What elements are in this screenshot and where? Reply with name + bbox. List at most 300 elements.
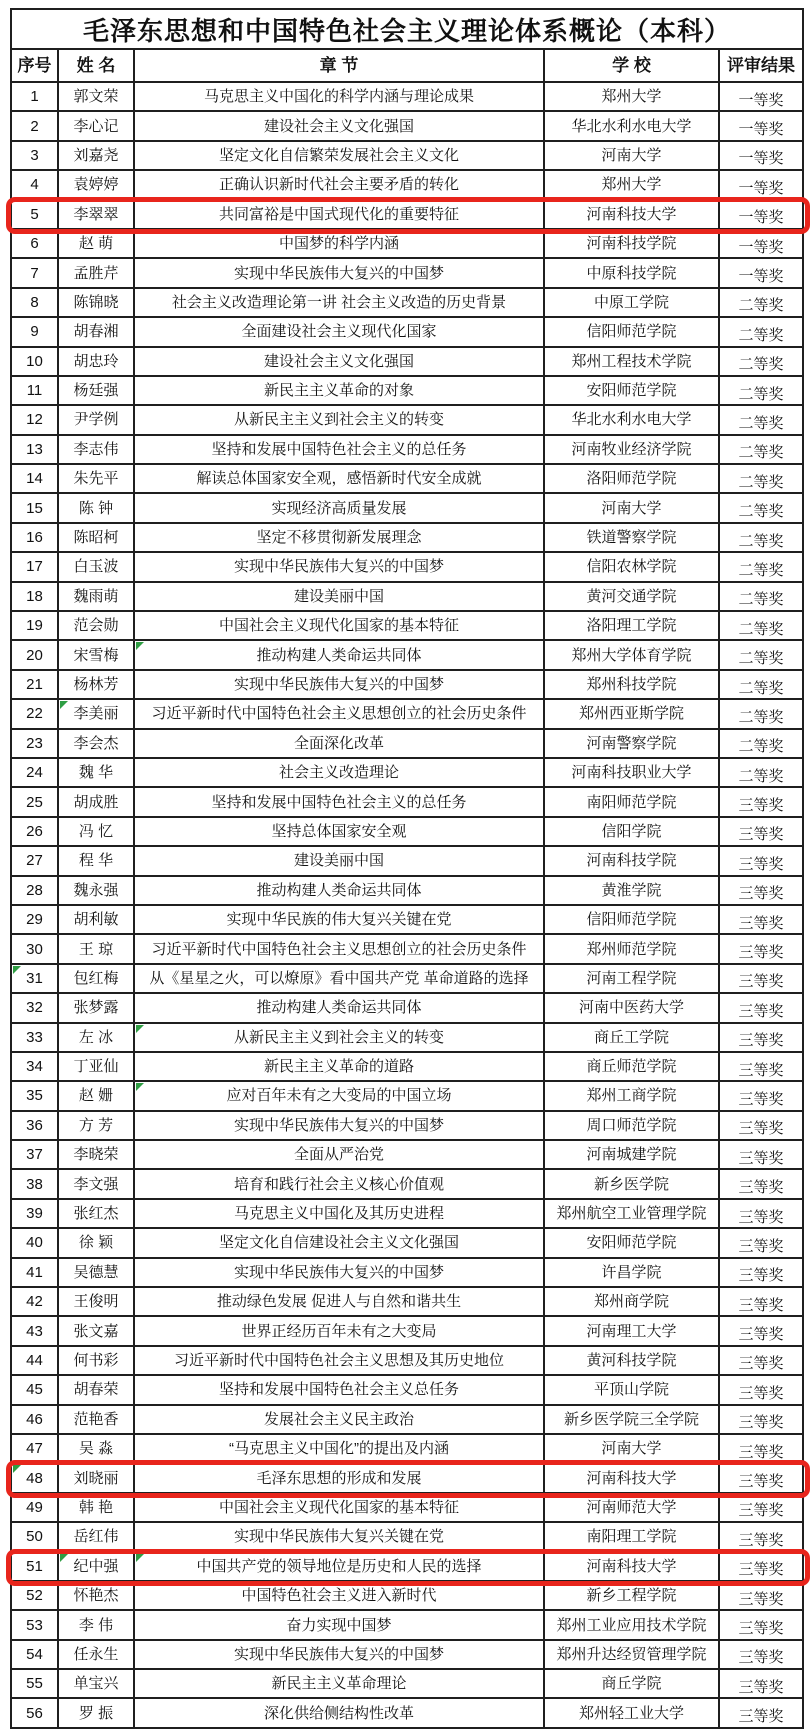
table-row	[12, 994, 804, 1023]
cell-name: 杨林芳	[59, 671, 135, 700]
cell-chapter: 推动绿色发展 促进人与自然和谐共生	[135, 1288, 545, 1317]
cell-award: 三等奖	[720, 1024, 804, 1053]
table-row	[12, 1641, 804, 1670]
cell-no: 22	[12, 700, 59, 729]
cell-award: 一等奖	[720, 171, 804, 200]
cell-name: 韩 艳	[59, 1494, 135, 1523]
cell-name: 纪中强	[59, 1553, 135, 1582]
cell-school: 河南科技学院	[545, 230, 720, 259]
cell-award: 二等奖	[720, 583, 804, 612]
cell-name: 郭文荣	[59, 83, 135, 112]
cell-school: 郑州科技学院	[545, 671, 720, 700]
cell-chapter: 坚持总体国家安全观	[135, 818, 545, 847]
table-row	[12, 671, 804, 700]
cell-name: 赵 萌	[59, 230, 135, 259]
table-row	[12, 1024, 804, 1053]
cell-school: 河南大学	[545, 142, 720, 171]
cell-no: 50	[12, 1523, 59, 1552]
cell-award: 三等奖	[720, 1347, 804, 1376]
comment-marker-icon	[13, 1465, 21, 1473]
cell-no: 38	[12, 1170, 59, 1199]
cell-no: 2	[12, 112, 59, 141]
table-header-row	[12, 50, 804, 83]
table-row	[12, 612, 804, 641]
table-row	[12, 1670, 804, 1699]
table-row	[12, 1553, 804, 1582]
cell-name: 方 芳	[59, 1112, 135, 1141]
table-row	[12, 965, 804, 994]
cell-award: 三等奖	[720, 1699, 804, 1728]
cell-name: 刘晓丽	[59, 1464, 135, 1493]
cell-school: 信阳师范学院	[545, 906, 720, 935]
cell-chapter: 习近平新时代中国特色社会主义思想创立的社会历史条件	[135, 700, 545, 729]
cell-no: 23	[12, 730, 59, 759]
cell-no: 52	[12, 1582, 59, 1611]
cell-award: 二等奖	[720, 524, 804, 553]
cell-award: 一等奖	[720, 230, 804, 259]
cell-no: 34	[12, 1053, 59, 1082]
cell-award: 二等奖	[720, 612, 804, 641]
table-row	[12, 436, 804, 465]
cell-no: 9	[12, 318, 59, 347]
cell-name: 李心记	[59, 112, 135, 141]
cell-school: 商丘工学院	[545, 1024, 720, 1053]
cell-no: 49	[12, 1494, 59, 1523]
cell-chapter: 建设美丽中国	[135, 847, 545, 876]
cell-name: 李晓荣	[59, 1141, 135, 1170]
cell-chapter: 毛泽东思想的形成和发展	[135, 1464, 545, 1493]
cell-no: 37	[12, 1141, 59, 1170]
header-chapter: 章 节	[135, 50, 545, 83]
cell-school: 新乡医学院三全学院	[545, 1406, 720, 1435]
cell-award: 一等奖	[720, 83, 804, 112]
cell-name: 李志伟	[59, 436, 135, 465]
cell-award: 二等奖	[720, 406, 804, 435]
cell-name: 朱先平	[59, 465, 135, 494]
cell-name: 王俊明	[59, 1288, 135, 1317]
table-row	[12, 83, 804, 112]
cell-award: 三等奖	[720, 1170, 804, 1199]
cell-chapter: 推动构建人类命运共同体	[135, 641, 545, 670]
cell-no: 28	[12, 877, 59, 906]
table-row	[12, 494, 804, 523]
cell-chapter: 世界正经历百年未有之大变局	[135, 1317, 545, 1346]
cell-award: 一等奖	[720, 259, 804, 288]
table-row	[12, 700, 804, 729]
cell-name: 李文强	[59, 1170, 135, 1199]
cell-chapter: 培育和践行社会主义核心价值观	[135, 1170, 545, 1199]
table-row	[12, 1435, 804, 1464]
cell-name: 尹学例	[59, 406, 135, 435]
cell-school: 商丘学院	[545, 1670, 720, 1699]
cell-no: 24	[12, 759, 59, 788]
cell-award: 一等奖	[720, 201, 804, 230]
table-row	[12, 142, 804, 171]
cell-no: 7	[12, 259, 59, 288]
cell-chapter: 实现中华民族的伟大复兴关键在党	[135, 906, 545, 935]
cell-school: 洛阳理工学院	[545, 612, 720, 641]
cell-school: 黄河交通学院	[545, 583, 720, 612]
comment-marker-icon	[136, 642, 144, 650]
table-row	[12, 112, 804, 141]
cell-chapter: 深化供给侧结构性改革	[135, 1699, 545, 1728]
cell-chapter: 坚定文化自信建设社会主义文化强国	[135, 1229, 545, 1258]
cell-school: 郑州大学体育学院	[545, 641, 720, 670]
header-award: 评审结果	[720, 50, 804, 83]
table-row	[12, 1376, 804, 1405]
cell-award: 三等奖	[720, 818, 804, 847]
table-row	[12, 935, 804, 964]
cell-award: 一等奖	[720, 142, 804, 171]
cell-name: 任永生	[59, 1641, 135, 1670]
cell-school: 河南警察学院	[545, 730, 720, 759]
cell-award: 二等奖	[720, 348, 804, 377]
cell-no: 43	[12, 1317, 59, 1346]
cell-school: 中原科技学院	[545, 259, 720, 288]
cell-name: 袁婷婷	[59, 171, 135, 200]
cell-school: 郑州西亚斯学院	[545, 700, 720, 729]
cell-no: 42	[12, 1288, 59, 1317]
table-body	[12, 83, 804, 1729]
header-name: 姓 名	[59, 50, 135, 83]
cell-no: 55	[12, 1670, 59, 1699]
table-row	[12, 1494, 804, 1523]
cell-award: 三等奖	[720, 1494, 804, 1523]
cell-name: 胡春荣	[59, 1376, 135, 1405]
cell-no: 8	[12, 289, 59, 318]
cell-name: 陈 钟	[59, 494, 135, 523]
cell-school: 信阳师范学院	[545, 318, 720, 347]
cell-award: 二等奖	[720, 494, 804, 523]
cell-name: 怀艳杰	[59, 1582, 135, 1611]
cell-chapter: 应对百年未有之大变局的中国立场	[135, 1082, 545, 1111]
cell-chapter: 正确认识新时代社会主要矛盾的转化	[135, 171, 545, 200]
cell-name: 范艳香	[59, 1406, 135, 1435]
cell-name: 魏雨萌	[59, 583, 135, 612]
cell-school: 郑州航空工业管理学院	[545, 1200, 720, 1229]
table-row	[12, 553, 804, 582]
cell-name: 胡成胜	[59, 788, 135, 817]
cell-no: 13	[12, 436, 59, 465]
cell-name: 胡忠玲	[59, 348, 135, 377]
cell-award: 二等奖	[720, 730, 804, 759]
cell-school: 新乡医学院	[545, 1170, 720, 1199]
cell-name: 孟胜芹	[59, 259, 135, 288]
cell-award: 二等奖	[720, 553, 804, 582]
cell-award: 三等奖	[720, 1288, 804, 1317]
cell-school: 郑州师范学院	[545, 935, 720, 964]
cell-name: 丁亚仙	[59, 1053, 135, 1082]
cell-no: 5	[12, 201, 59, 230]
cell-chapter: 中国社会主义现代化国家的基本特征	[135, 612, 545, 641]
cell-no: 4	[12, 171, 59, 200]
cell-no: 16	[12, 524, 59, 553]
cell-chapter: 马克思主义中国化及其历史进程	[135, 1200, 545, 1229]
comment-marker-icon	[60, 1554, 68, 1562]
cell-school: 河南科技大学	[545, 201, 720, 230]
page-title: 毛泽东思想和中国特色社会主义理论体系概论（本科）	[12, 10, 804, 50]
cell-name: 李美丽	[59, 700, 135, 729]
cell-name: 李会杰	[59, 730, 135, 759]
cell-school: 许昌学院	[545, 1259, 720, 1288]
cell-no: 14	[12, 465, 59, 494]
cell-school: 河南中医药大学	[545, 994, 720, 1023]
cell-name: 程 华	[59, 847, 135, 876]
cell-award: 二等奖	[720, 289, 804, 318]
cell-chapter: 建设美丽中国	[135, 583, 545, 612]
cell-chapter: “马克思主义中国化”的提出及内涵	[135, 1435, 545, 1464]
cell-award: 三等奖	[720, 1082, 804, 1111]
table-row	[12, 171, 804, 200]
cell-no: 56	[12, 1699, 59, 1728]
cell-school: 河南城建学院	[545, 1141, 720, 1170]
cell-school: 新乡工程学院	[545, 1582, 720, 1611]
cell-no: 1	[12, 83, 59, 112]
cell-school: 南阳师范学院	[545, 788, 720, 817]
cell-name: 徐 颖	[59, 1229, 135, 1258]
table-row	[12, 1317, 804, 1346]
cell-school: 河南工程学院	[545, 965, 720, 994]
cell-no: 19	[12, 612, 59, 641]
cell-school: 河南大学	[545, 494, 720, 523]
cell-award: 三等奖	[720, 1523, 804, 1552]
cell-award: 三等奖	[720, 906, 804, 935]
cell-name: 胡春湘	[59, 318, 135, 347]
cell-award: 二等奖	[720, 465, 804, 494]
comment-marker-icon	[136, 1083, 144, 1091]
cell-school: 黄淮学院	[545, 877, 720, 906]
cell-name: 白玉波	[59, 553, 135, 582]
cell-chapter: 习近平新时代中国特色社会主义思想及其历史地位	[135, 1347, 545, 1376]
table-row	[12, 1112, 804, 1141]
table-row	[12, 1347, 804, 1376]
cell-name: 张梦露	[59, 994, 135, 1023]
cell-name: 李 伟	[59, 1611, 135, 1640]
table-row	[12, 1259, 804, 1288]
cell-no: 17	[12, 553, 59, 582]
cell-school: 郑州升达经贸管理学院	[545, 1641, 720, 1670]
cell-chapter: 新民主主义革命的道路	[135, 1053, 545, 1082]
cell-no: 6	[12, 230, 59, 259]
cell-award: 三等奖	[720, 1229, 804, 1258]
cell-name: 张红杰	[59, 1200, 135, 1229]
cell-no: 40	[12, 1229, 59, 1258]
cell-chapter: 马克思主义中国化的科学内涵与理论成果	[135, 83, 545, 112]
cell-award: 三等奖	[720, 1406, 804, 1435]
cell-school: 河南理工大学	[545, 1317, 720, 1346]
cell-no: 36	[12, 1112, 59, 1141]
cell-name: 魏 华	[59, 759, 135, 788]
table-row	[12, 259, 804, 288]
table-row	[12, 1464, 804, 1493]
cell-chapter: 实现经济高质量发展	[135, 494, 545, 523]
cell-chapter: 共同富裕是中国式现代化的重要特征	[135, 201, 545, 230]
cell-award: 一等奖	[720, 112, 804, 141]
cell-no: 26	[12, 818, 59, 847]
cell-chapter: 实现中华民族伟大复兴关键在党	[135, 1523, 545, 1552]
cell-name: 陈锦晓	[59, 289, 135, 318]
cell-chapter: 社会主义改造理论	[135, 759, 545, 788]
cell-chapter: 从《星星之火，可以燎原》看中国共产党 革命道路的选择	[135, 965, 545, 994]
cell-no: 48	[12, 1464, 59, 1493]
cell-no: 54	[12, 1641, 59, 1670]
cell-school: 河南科技大学	[545, 1464, 720, 1493]
cell-no: 44	[12, 1347, 59, 1376]
cell-chapter: 实现中华民族伟大复兴的中国梦	[135, 553, 545, 582]
cell-no: 12	[12, 406, 59, 435]
cell-school: 郑州大学	[545, 171, 720, 200]
table-row	[12, 730, 804, 759]
cell-no: 21	[12, 671, 59, 700]
cell-chapter: 全面从严治党	[135, 1141, 545, 1170]
cell-award: 三等奖	[720, 1670, 804, 1699]
cell-award: 三等奖	[720, 1611, 804, 1640]
table-row	[12, 524, 804, 553]
table-row	[12, 847, 804, 876]
table-row	[12, 1229, 804, 1258]
table-row	[12, 1582, 804, 1611]
cell-award: 二等奖	[720, 700, 804, 729]
table-row	[12, 377, 804, 406]
cell-name: 包红梅	[59, 965, 135, 994]
cell-chapter: 实现中华民族伟大复兴的中国梦	[135, 1259, 545, 1288]
cell-chapter: 从新民主主义到社会主义的转变	[135, 406, 545, 435]
table-row	[12, 583, 804, 612]
cell-chapter: 习近平新时代中国特色社会主义思想创立的社会历史条件	[135, 935, 545, 964]
table-row	[12, 788, 804, 817]
cell-no: 41	[12, 1259, 59, 1288]
cell-school: 郑州轻工业大学	[545, 1699, 720, 1728]
table-row	[12, 1082, 804, 1111]
cell-name: 单宝兴	[59, 1670, 135, 1699]
cell-award: 三等奖	[720, 847, 804, 876]
cell-school: 郑州大学	[545, 83, 720, 112]
cell-school: 郑州工业应用技术学院	[545, 1611, 720, 1640]
cell-school: 信阳农林学院	[545, 553, 720, 582]
cell-chapter: 坚定文化自信繁荣发展社会主义文化	[135, 142, 545, 171]
cell-chapter: 实现中华民族伟大复兴的中国梦	[135, 259, 545, 288]
table-row	[12, 1406, 804, 1435]
cell-chapter: 奋力实现中国梦	[135, 1611, 545, 1640]
cell-chapter: 坚持和发展中国特色社会主义的总任务	[135, 436, 545, 465]
cell-chapter: 新民主主义革命理论	[135, 1670, 545, 1699]
cell-award: 三等奖	[720, 1141, 804, 1170]
cell-school: 郑州工商学院	[545, 1082, 720, 1111]
cell-chapter: 建设社会主义文化强国	[135, 348, 545, 377]
cell-school: 河南科技学院	[545, 847, 720, 876]
cell-school: 河南师范大学	[545, 1494, 720, 1523]
table-row	[12, 201, 804, 230]
cell-chapter: 坚持和发展中国特色社会主义总任务	[135, 1376, 545, 1405]
table-row	[12, 1611, 804, 1640]
cell-chapter: 全面深化改革	[135, 730, 545, 759]
table-row	[12, 406, 804, 435]
table-row	[12, 348, 804, 377]
cell-no: 47	[12, 1435, 59, 1464]
cell-chapter: 解读总体国家安全观，感悟新时代安全成就	[135, 465, 545, 494]
cell-award: 三等奖	[720, 1200, 804, 1229]
cell-chapter: 中国社会主义现代化国家的基本特征	[135, 1494, 545, 1523]
cell-school: 安阳师范学院	[545, 377, 720, 406]
cell-award: 三等奖	[720, 788, 804, 817]
cell-name: 冯 忆	[59, 818, 135, 847]
cell-award: 二等奖	[720, 436, 804, 465]
table-row	[12, 641, 804, 670]
cell-award: 三等奖	[720, 935, 804, 964]
cell-award: 三等奖	[720, 1053, 804, 1082]
cell-chapter: 实现中华民族伟大复兴的中国梦	[135, 1112, 545, 1141]
cell-no: 35	[12, 1082, 59, 1111]
cell-school: 郑州工程技术学院	[545, 348, 720, 377]
cell-no: 3	[12, 142, 59, 171]
table-row	[12, 1699, 804, 1728]
cell-school: 华北水利水电大学	[545, 406, 720, 435]
cell-school: 铁道警察学院	[545, 524, 720, 553]
cell-no: 10	[12, 348, 59, 377]
cell-name: 左 冰	[59, 1024, 135, 1053]
cell-no: 20	[12, 641, 59, 670]
cell-award: 三等奖	[720, 994, 804, 1023]
cell-award: 二等奖	[720, 641, 804, 670]
cell-chapter: 建设社会主义文化强国	[135, 112, 545, 141]
cell-chapter: 全面建设社会主义现代化国家	[135, 318, 545, 347]
cell-no: 29	[12, 906, 59, 935]
table-row	[12, 1523, 804, 1552]
cell-school: 河南科技职业大学	[545, 759, 720, 788]
cell-name: 赵 姗	[59, 1082, 135, 1111]
cell-chapter: 中国共产党的领导地位是历史和人民的选择	[135, 1553, 545, 1582]
cell-school: 平顶山学院	[545, 1376, 720, 1405]
cell-chapter: 实现中华民族伟大复兴的中国梦	[135, 1641, 545, 1670]
cell-award: 三等奖	[720, 1259, 804, 1288]
cell-name: 吴 淼	[59, 1435, 135, 1464]
table-row	[12, 318, 804, 347]
cell-school: 河南科技大学	[545, 1553, 720, 1582]
cell-award: 三等奖	[720, 1376, 804, 1405]
cell-no: 45	[12, 1376, 59, 1405]
cell-award: 三等奖	[720, 1435, 804, 1464]
cell-award: 三等奖	[720, 877, 804, 906]
cell-school: 南阳理工学院	[545, 1523, 720, 1552]
cell-school: 河南大学	[545, 1435, 720, 1464]
cell-school: 黄河科技学院	[545, 1347, 720, 1376]
table-row	[12, 1200, 804, 1229]
cell-chapter: 社会主义改造理论第一讲 社会主义改造的历史背景	[135, 289, 545, 318]
cell-name: 陈昭柯	[59, 524, 135, 553]
cell-name: 何书彩	[59, 1347, 135, 1376]
table-row	[12, 1288, 804, 1317]
cell-name: 罗 振	[59, 1699, 135, 1728]
comment-marker-icon	[60, 701, 68, 709]
cell-no: 30	[12, 935, 59, 964]
cell-name: 吴德慧	[59, 1259, 135, 1288]
cell-chapter: 从新民主主义到社会主义的转变	[135, 1024, 545, 1053]
cell-school: 中原工学院	[545, 289, 720, 318]
cell-chapter: 发展社会主义民主政治	[135, 1406, 545, 1435]
table-row	[12, 906, 804, 935]
cell-award: 三等奖	[720, 1641, 804, 1670]
cell-no: 39	[12, 1200, 59, 1229]
results-table	[10, 8, 804, 1729]
table-row	[12, 877, 804, 906]
cell-name: 王 琼	[59, 935, 135, 964]
table-row	[12, 289, 804, 318]
cell-no: 11	[12, 377, 59, 406]
cell-name: 杨廷强	[59, 377, 135, 406]
cell-school: 信阳学院	[545, 818, 720, 847]
cell-chapter: 中国梦的科学内涵	[135, 230, 545, 259]
cell-award: 三等奖	[720, 1317, 804, 1346]
